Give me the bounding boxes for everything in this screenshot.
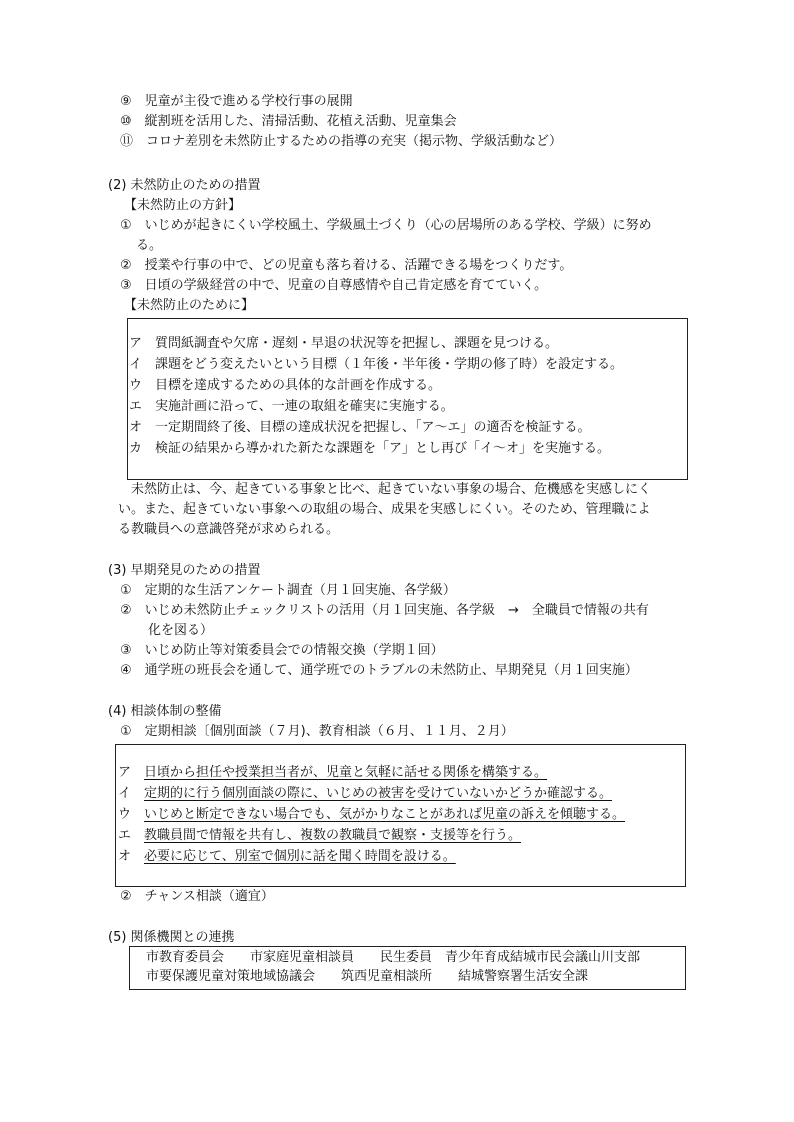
list-item: ③ いじめ防止等対策委員会での情報交換（学期１回） <box>120 643 444 658</box>
section-heading: (2) 未然防止のための措置 <box>108 178 261 193</box>
list-item: ② チャンス相談（適宜） <box>120 889 274 904</box>
section-heading: (4) 相談体制の整備 <box>108 704 222 719</box>
box-item-text: いじめと断定できない場合でも、気がかりなことがあれば児童の訴えを傾聴する。 <box>144 807 626 822</box>
list-item: ② いじめ未然防止チェックリストの活用（月１回実施、各学級 → 全職員で情報の共有 <box>120 603 649 618</box>
subheading: 【未然防止の方針】 <box>124 198 242 213</box>
list-item: ⑩ 縦割班を活用した、清掃活動、花植え活動、児童集会 <box>120 114 457 129</box>
box-item: ア 質問紙調査や欠席・遅刻・早退の状況等を把握し、課題を見つける。 <box>129 336 559 351</box>
box-item-mark: イ <box>118 786 132 801</box>
box-item: カ 検証の結果から導かれた新たな課題を「ア」とし再び「イ～オ」を実施する。 <box>129 441 611 456</box>
paragraph-line: い。また、起きていない事象への取組の場合、成果を実感しにくい。そのため、管理職によ <box>118 502 651 517</box>
box-item <box>118 826 521 846</box>
box-item-text: 定期的に行う個別面談の際に、いじめの被害を受けていないかどうか確認する。 <box>144 786 613 801</box>
box-item <box>118 763 547 783</box>
section-heading: (3) 早期発見のための措置 <box>108 563 261 578</box>
paragraph-line: る教職員への意識啓発が求められる。 <box>118 522 340 537</box>
list-item: ① 定期的な生活アンケート調査（月１回実施、各学級） <box>120 583 456 598</box>
box-item-text: 教職員間で情報を共有し、複数の教職員で観察・支援等を行う。 <box>144 828 522 843</box>
box-item-mark: エ <box>118 828 132 843</box>
box-item: ウ 目標を達成するための具体的な計画を作成する。 <box>129 378 442 393</box>
paragraph-line: 未然防止は、今、起きている事象と比べ、起きていない事象の場合、危機感を実感しにく <box>118 482 652 497</box>
organizations-row: 市教育委員会 市家庭児童相談員 民生委員 青少年育成結城市民会議山川支部 <box>146 950 641 965</box>
box-item-text: 必要に応じて、別室で個別に話を聞く時間を設ける。 <box>144 849 456 864</box>
organizations-row: 市要保護児童対策地域協議会 筑西児童相談所 結城警察署生活安全課 <box>146 969 589 984</box>
box-item: オ 一定期間終了後、目標の達成状況を把握し、「ア～エ」の適否を検証する。 <box>129 420 591 435</box>
box-item-mark: ウ <box>118 807 132 822</box>
box-item-mark: オ <box>118 849 132 864</box>
list-item: 化を図る） <box>148 623 214 638</box>
subheading: 【未然防止のために】 <box>124 298 255 313</box>
list-item: る。 <box>136 238 163 253</box>
box-item <box>118 847 456 867</box>
list-item: ③ 日頃の学級経営の中で、児童の自尊感情や自己肯定感を育てていく。 <box>120 278 548 293</box>
box-item-text: 日頃から担任や授業担当者が、児童と気軽に話せる関係を構築する。 <box>144 765 548 780</box>
list-item: ⑪ コロナ差別を未然防止するための指導の充実（掲示物、学級活動など） <box>120 134 563 149</box>
box-item: イ 課題をどう変えたいという目標（１年後・半年後・学期の修了時）を設定する。 <box>129 357 624 372</box>
list-item: ⑨ 児童が主役で進める学校行事の展開 <box>120 94 353 109</box>
box-item-mark: ア <box>118 765 132 780</box>
box-item <box>118 805 625 825</box>
box-item: エ 実施計画に沿って、一連の取組を確実に実施する。 <box>129 399 454 414</box>
list-item: ④ 通学班の班長会を通して、通学班でのトラブルの未然防止、早期発見（月１回実施） <box>120 663 638 678</box>
box-item <box>118 784 612 804</box>
list-item: ① いじめが起きにくい学校風土、学級風土づくり（心の居場所のある学校、学級）に努め <box>120 218 652 233</box>
list-item: ② 授業や行事の中で、どの児童も落ち着ける、活躍できる場をつくりだす。 <box>120 258 573 273</box>
section-heading: (5) 関係機関との連携 <box>108 930 235 945</box>
list-item: ① 定期相談〔個別面談（７月)、教育相談（６月、１１月、２月） <box>120 724 514 739</box>
